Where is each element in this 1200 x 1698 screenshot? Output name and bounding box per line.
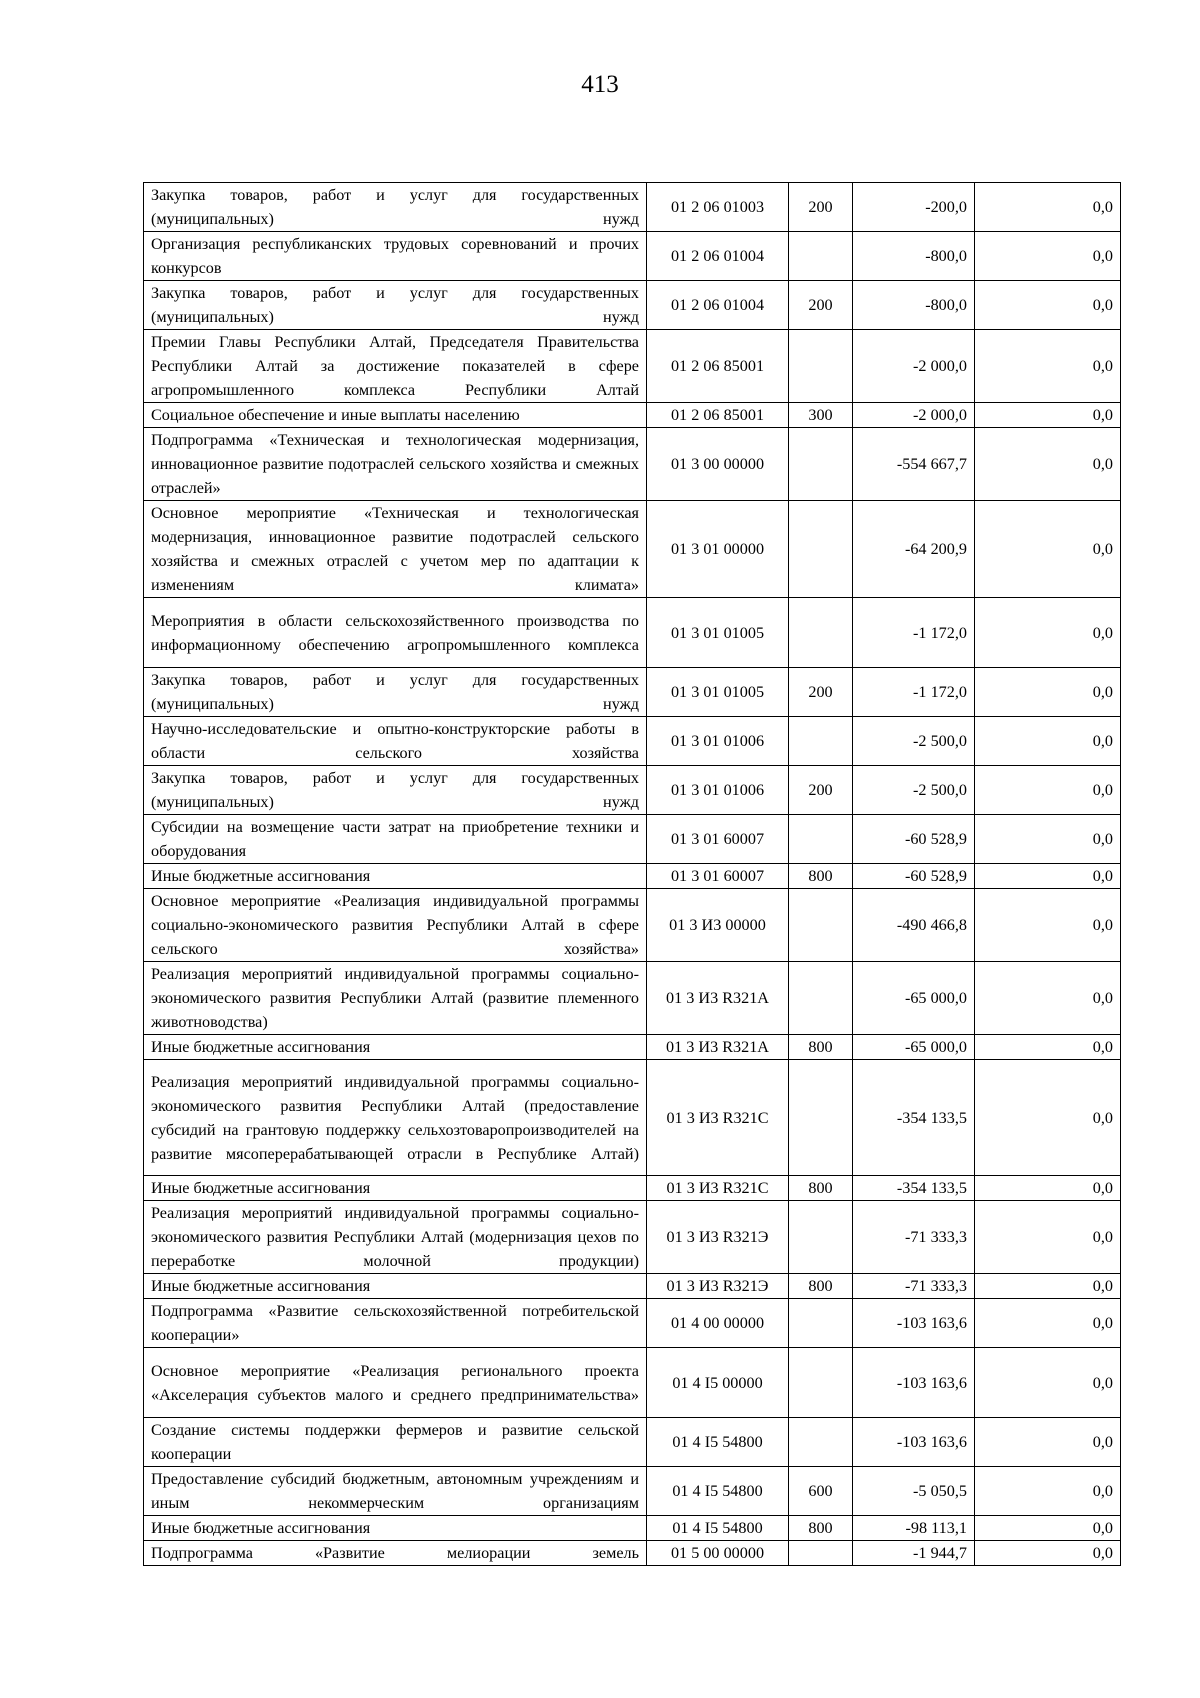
row-description: Закупка товаров, работ и услуг для государственных (муниципальных) нужд: [144, 183, 647, 232]
row-amount-next: 0,0: [975, 1201, 1121, 1274]
table-row: [144, 1516, 1121, 1541]
row-code: 01 4 I5 54800: [647, 1516, 789, 1541]
row-code: 01 4 00 00000: [647, 1299, 789, 1348]
row-amount-change: -2 000,0: [853, 330, 975, 403]
table-row: [144, 501, 1121, 598]
row-expense-type: 300: [789, 403, 853, 428]
row-expense-type: [789, 1060, 853, 1176]
row-expense-type: [789, 962, 853, 1035]
row-code: 01 3 И3 R321Э: [647, 1201, 789, 1274]
table-row: [144, 766, 1121, 815]
row-code: 01 4 I5 54800: [647, 1418, 789, 1467]
page-number: 413: [581, 71, 619, 98]
row-expense-type: [789, 889, 853, 962]
row-description: Подпрограмма «Техническая и технологическая модернизация, инновационное развитие подотраслей сельского хозяйства и смежных отраслей»: [144, 428, 647, 501]
row-amount-change: -554 667,7: [853, 428, 975, 501]
row-description: Реализация мероприятий индивидуальной программы социально-экономического развития Республики Алтай (развитие племенного животноводства): [144, 962, 647, 1035]
row-amount-change: -2 500,0: [853, 766, 975, 815]
table-row: [144, 1035, 1121, 1060]
row-expense-type: [789, 1418, 853, 1467]
table-row: [144, 864, 1121, 889]
row-amount-next: 0,0: [975, 864, 1121, 889]
row-expense-type: [789, 1299, 853, 1348]
row-amount-change: -800,0: [853, 232, 975, 281]
row-amount-change: -98 113,1: [853, 1516, 975, 1541]
row-amount-change: -2 500,0: [853, 717, 975, 766]
row-expense-type: [789, 717, 853, 766]
row-amount-change: -103 163,6: [853, 1418, 975, 1467]
row-code: 01 4 I5 00000: [647, 1348, 789, 1418]
row-amount-change: -5 050,5: [853, 1467, 975, 1516]
row-expense-type: [789, 232, 853, 281]
row-description: Предоставление субсидий бюджетным, автономным учреждениям и иным некоммерческим организациям: [144, 1467, 647, 1516]
row-amount-change: -65 000,0: [853, 962, 975, 1035]
row-description: Социальное обеспечение и иные выплаты населению: [144, 403, 647, 428]
row-expense-type: 600: [789, 1467, 853, 1516]
row-amount-change: -2 000,0: [853, 403, 975, 428]
table-row: [144, 1201, 1121, 1274]
row-code: 01 3 01 60007: [647, 864, 789, 889]
table-row: [144, 1274, 1121, 1299]
row-amount-change: -103 163,6: [853, 1299, 975, 1348]
row-expense-type: 800: [789, 1274, 853, 1299]
row-amount-next: 0,0: [975, 281, 1121, 330]
row-expense-type: 800: [789, 1516, 853, 1541]
row-expense-type: [789, 815, 853, 864]
table-row: [144, 1467, 1121, 1516]
row-description: Подпрограмма «Развитие мелиорации земель: [144, 1541, 647, 1566]
row-description: Иные бюджетные ассигнования: [144, 1176, 647, 1201]
row-code: 01 2 06 01003: [647, 183, 789, 232]
row-code: 01 3 И3 R321А: [647, 1035, 789, 1060]
table-row: [144, 815, 1121, 864]
row-description: Закупка товаров, работ и услуг для государственных (муниципальных) нужд: [144, 766, 647, 815]
row-description: Премии Главы Республики Алтай, Председателя Правительства Республики Алтай за достижение показателей в сфере агропромышленного комплекса Республики Алтай: [144, 330, 647, 403]
row-code: 01 3 И3 00000: [647, 889, 789, 962]
row-amount-next: 0,0: [975, 1274, 1121, 1299]
row-description: Субсидии на возмещение части затрат на приобретение техники и оборудования: [144, 815, 647, 864]
row-amount-change: -354 133,5: [853, 1176, 975, 1201]
row-description: Основное мероприятие «Техническая и технологическая модернизация, инновационное развитие подотраслей сельского хозяйства и смежных отраслей с учетом мер по адаптации к изменениям климата»: [144, 501, 647, 598]
row-description: Иные бюджетные ассигнования: [144, 1035, 647, 1060]
table-row: [144, 598, 1121, 668]
row-amount-next: 0,0: [975, 1418, 1121, 1467]
row-description: Основное мероприятие «Реализация индивидуальной программы социально-экономического развития Республики Алтай в сфере сельского хозяйства»: [144, 889, 647, 962]
row-amount-next: 0,0: [975, 501, 1121, 598]
table-row: [144, 232, 1121, 281]
row-code: 01 3 И3 R321С: [647, 1060, 789, 1176]
budget-table: [143, 182, 1121, 1566]
row-description: Иные бюджетные ассигнования: [144, 864, 647, 889]
row-amount-next: 0,0: [975, 1516, 1121, 1541]
table-row: [144, 717, 1121, 766]
row-code: 01 3 01 01006: [647, 766, 789, 815]
row-description: Иные бюджетные ассигнования: [144, 1516, 647, 1541]
row-amount-next: 0,0: [975, 1348, 1121, 1418]
row-description: Создание системы поддержки фермеров и развитие сельской кооперации: [144, 1418, 647, 1467]
row-code: 01 3 01 01005: [647, 668, 789, 717]
row-code: 01 3 01 60007: [647, 815, 789, 864]
row-amount-change: -1 172,0: [853, 668, 975, 717]
row-expense-type: 200: [789, 183, 853, 232]
row-amount-change: -60 528,9: [853, 864, 975, 889]
row-amount-next: 0,0: [975, 1035, 1121, 1060]
table-row: [144, 183, 1121, 232]
row-code: 01 3 И3 R321С: [647, 1176, 789, 1201]
row-description: Закупка товаров, работ и услуг для государственных (муниципальных) нужд: [144, 281, 647, 330]
row-amount-change: -65 000,0: [853, 1035, 975, 1060]
row-code: 01 5 00 00000: [647, 1541, 789, 1566]
row-description: Реализация мероприятий индивидуальной программы социально-экономического развития Республики Алтай (предоставление субсидий на грантовую поддержку сельхозтоваропроизводителей на развитие мясоперерабатывающей отрасли в Республике Алтай): [144, 1060, 647, 1176]
row-amount-next: 0,0: [975, 428, 1121, 501]
row-expense-type: [789, 501, 853, 598]
table-row: [144, 1299, 1121, 1348]
row-code: 01 2 06 01004: [647, 232, 789, 281]
row-amount-next: 0,0: [975, 1467, 1121, 1516]
row-expense-type: 200: [789, 668, 853, 717]
row-amount-change: -200,0: [853, 183, 975, 232]
row-amount-change: -64 200,9: [853, 501, 975, 598]
table-row: [144, 668, 1121, 717]
table-row: [144, 889, 1121, 962]
budget-table-body: [144, 183, 1121, 1566]
table-row: [144, 281, 1121, 330]
row-description: Мероприятия в области сельскохозяйственного производства по информационному обеспечению агропромышленного комплекса: [144, 598, 647, 668]
row-amount-change: -1 944,7: [853, 1541, 975, 1566]
row-description: Закупка товаров, работ и услуг для государственных (муниципальных) нужд: [144, 668, 647, 717]
row-code: 01 3 00 00000: [647, 428, 789, 501]
row-code: 01 2 06 85001: [647, 330, 789, 403]
row-amount-change: -1 172,0: [853, 598, 975, 668]
row-expense-type: 800: [789, 1176, 853, 1201]
row-amount-next: 0,0: [975, 889, 1121, 962]
row-amount-next: 0,0: [975, 598, 1121, 668]
row-amount-next: 0,0: [975, 1176, 1121, 1201]
row-code: 01 3 И3 R321А: [647, 962, 789, 1035]
row-expense-type: [789, 1348, 853, 1418]
row-description: Организация республиканских трудовых соревнований и прочих конкурсов: [144, 232, 647, 281]
row-expense-type: 200: [789, 281, 853, 330]
row-expense-type: [789, 330, 853, 403]
row-expense-type: [789, 1201, 853, 1274]
row-amount-next: 0,0: [975, 232, 1121, 281]
row-description: Основное мероприятие «Реализация регионального проекта «Акселерация субъектов малого и среднего предпринимательства»: [144, 1348, 647, 1418]
table-row: [144, 403, 1121, 428]
row-amount-change: -71 333,3: [853, 1201, 975, 1274]
row-code: 01 2 06 01004: [647, 281, 789, 330]
row-description: Подпрограмма «Развитие сельскохозяйственной потребительской кооперации»: [144, 1299, 647, 1348]
row-amount-change: -800,0: [853, 281, 975, 330]
row-code: 01 3 И3 R321Э: [647, 1274, 789, 1299]
row-code: 01 2 06 85001: [647, 403, 789, 428]
table-row: [144, 330, 1121, 403]
row-amount-next: 0,0: [975, 1299, 1121, 1348]
row-expense-type: [789, 428, 853, 501]
row-expense-type: 800: [789, 864, 853, 889]
row-amount-change: -354 133,5: [853, 1060, 975, 1176]
row-amount-next: 0,0: [975, 403, 1121, 428]
row-code: 01 4 I5 54800: [647, 1467, 789, 1516]
row-expense-type: 200: [789, 766, 853, 815]
row-code: 01 3 01 00000: [647, 501, 789, 598]
table-row: [144, 428, 1121, 501]
row-amount-change: -490 466,8: [853, 889, 975, 962]
row-amount-change: -103 163,6: [853, 1348, 975, 1418]
row-amount-next: 0,0: [975, 1060, 1121, 1176]
table-row: [144, 1541, 1121, 1566]
row-description: Научно-исследовательские и опытно-конструкторские работы в области сельского хозяйства: [144, 717, 647, 766]
table-row: [144, 1418, 1121, 1467]
row-amount-next: 0,0: [975, 183, 1121, 232]
row-code: 01 3 01 01005: [647, 598, 789, 668]
row-amount-change: -71 333,3: [853, 1274, 975, 1299]
row-amount-next: 0,0: [975, 962, 1121, 1035]
row-description: Реализация мероприятий индивидуальной программы социально-экономического развития Республики Алтай (модернизация цехов по переработке молочной продукции): [144, 1201, 647, 1274]
row-amount-change: -60 528,9: [853, 815, 975, 864]
row-expense-type: [789, 598, 853, 668]
row-code: 01 3 01 01006: [647, 717, 789, 766]
row-amount-next: 0,0: [975, 766, 1121, 815]
row-amount-next: 0,0: [975, 815, 1121, 864]
row-expense-type: 800: [789, 1035, 853, 1060]
table-row: [144, 1176, 1121, 1201]
table-row: [144, 962, 1121, 1035]
table-row: [144, 1348, 1121, 1418]
row-description: Иные бюджетные ассигнования: [144, 1274, 647, 1299]
row-amount-next: 0,0: [975, 1541, 1121, 1566]
row-amount-next: 0,0: [975, 668, 1121, 717]
row-amount-next: 0,0: [975, 717, 1121, 766]
row-expense-type: [789, 1541, 853, 1566]
row-amount-next: 0,0: [975, 330, 1121, 403]
table-row: [144, 1060, 1121, 1176]
